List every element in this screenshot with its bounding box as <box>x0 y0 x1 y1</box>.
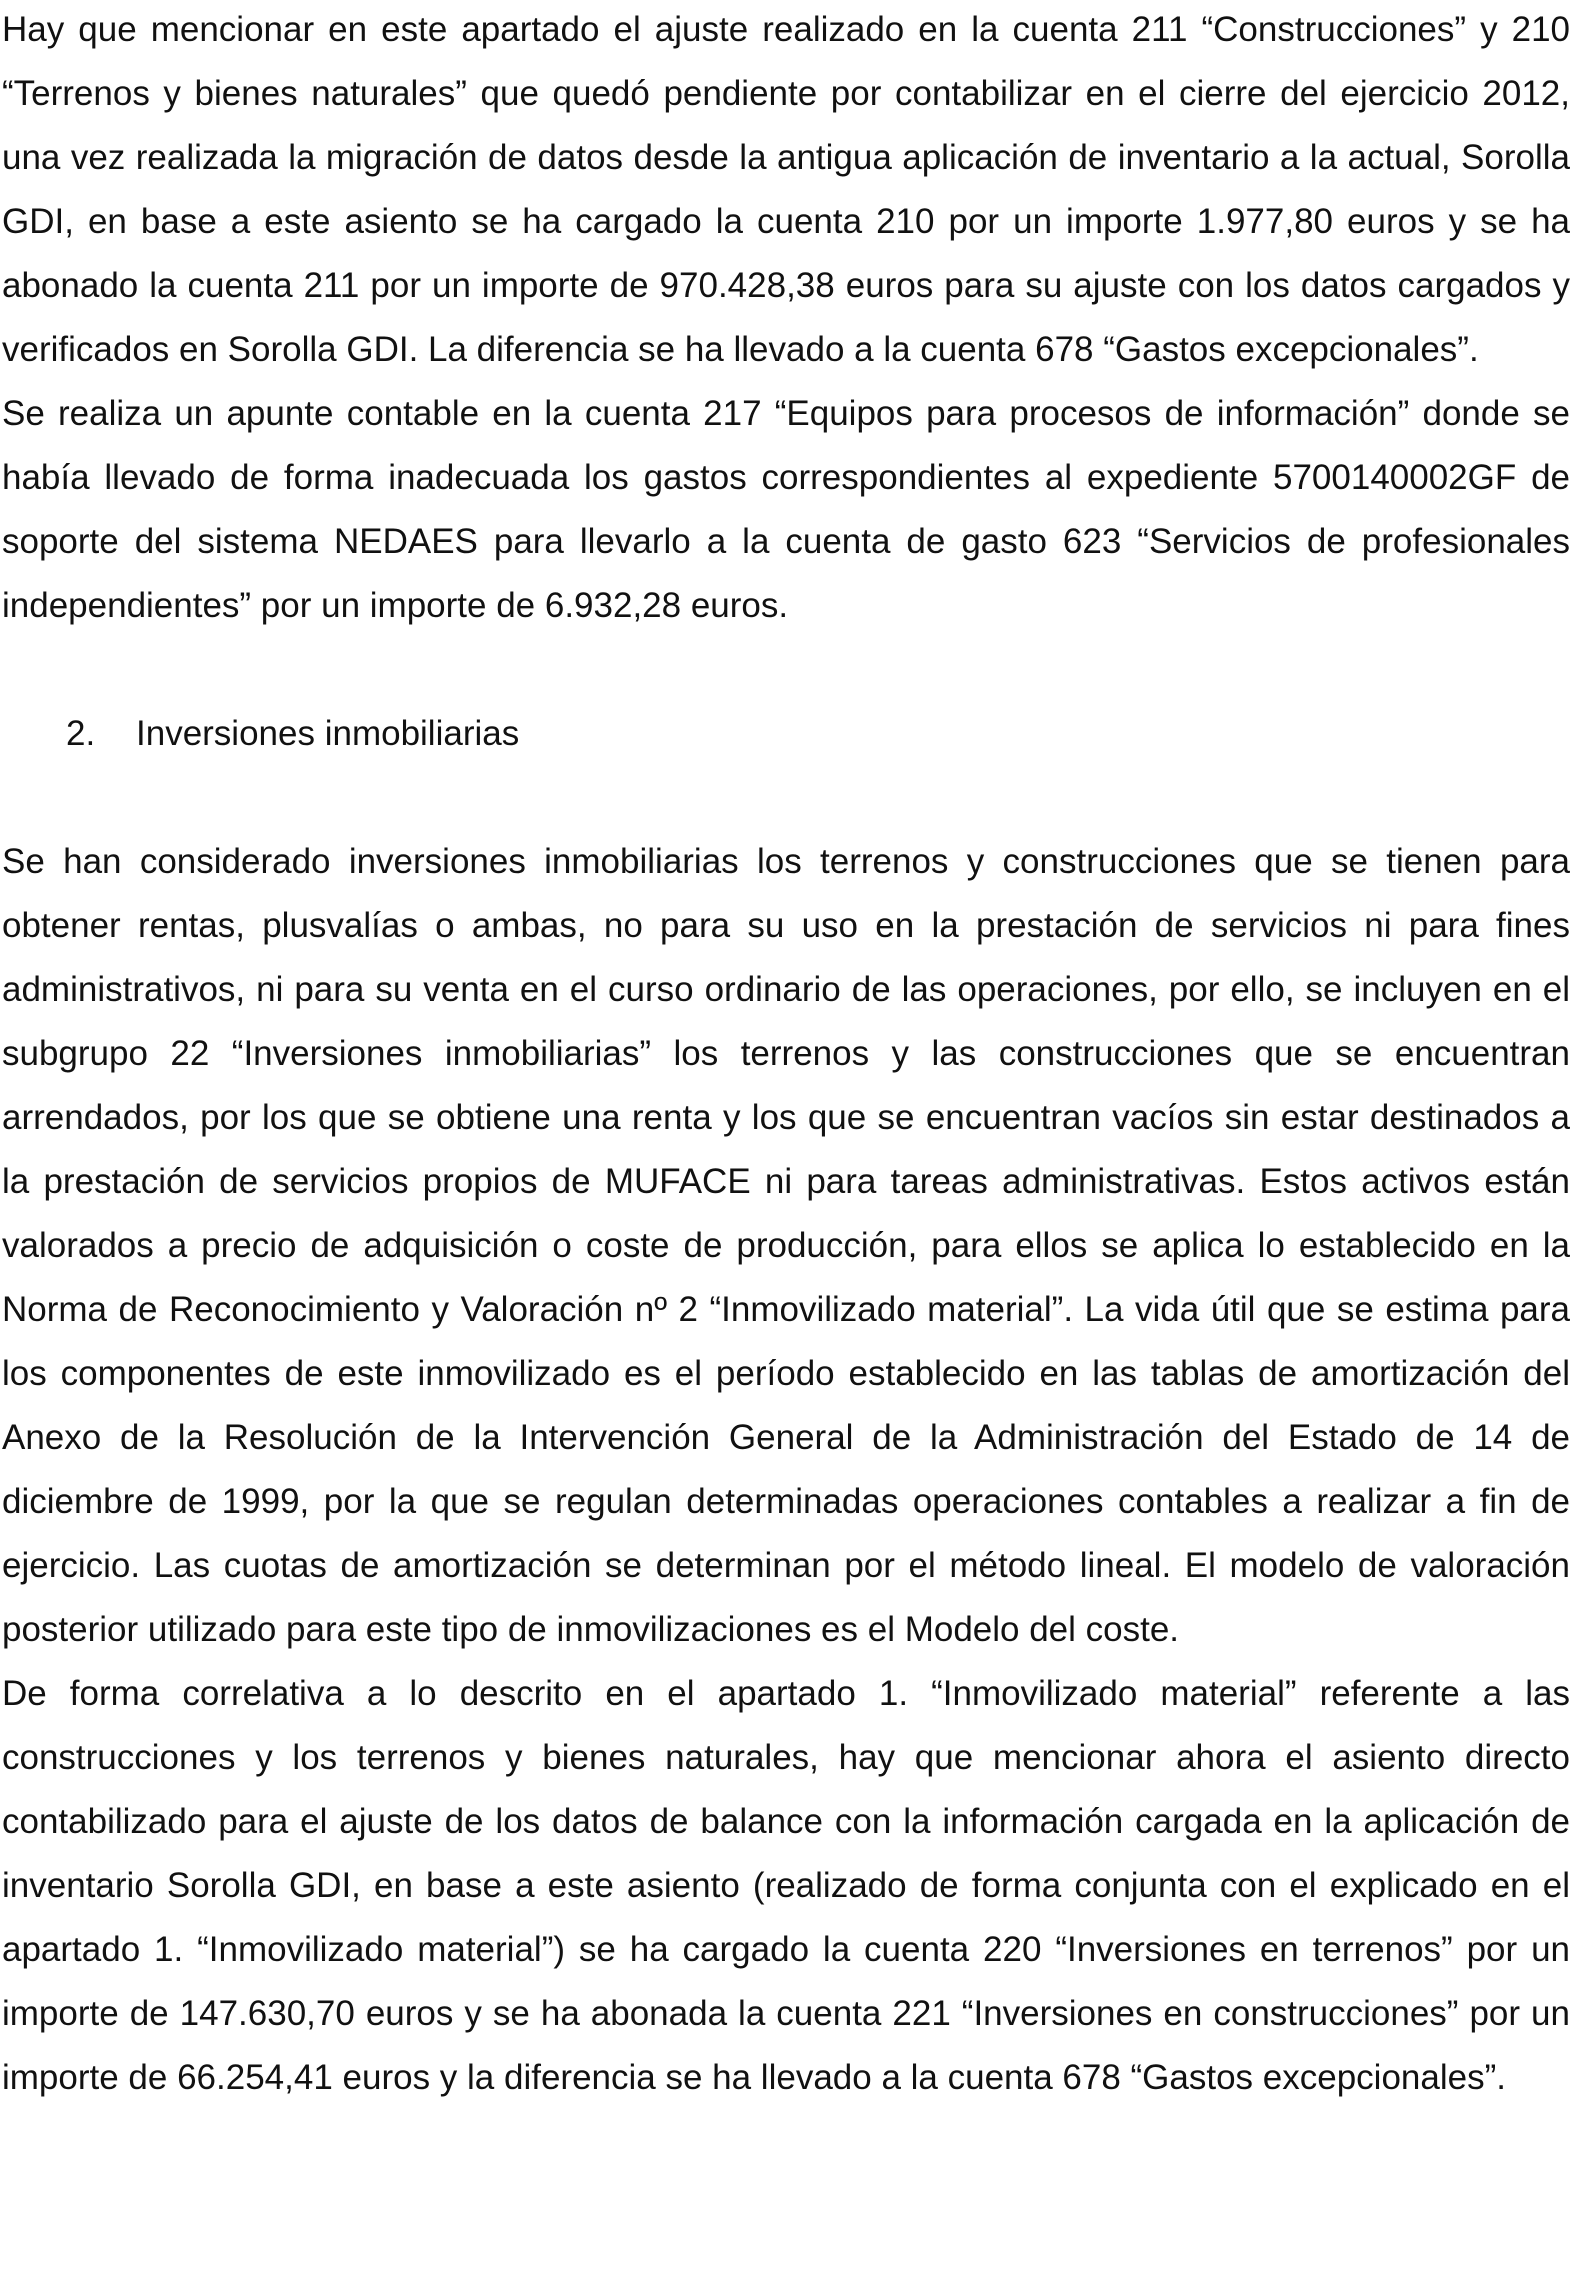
section-heading <box>2 702 1570 766</box>
paragraph-cuentas-220-221: De forma correlativa a lo descrito en el apartado 1. “Inmovilizado material” referente a las construcciones y los terrenos y bienes naturales, hay que mencionar ahora el asiento directo contabilizado para el ajuste de los datos de balance con la información cargada en la aplicación de inventario Sorolla GDI, en base a este asiento (realizado de forma conjunta con el explicado en el apartado 1. “Inmovilizado material”) se ha cargado la cuenta 220 “Inversiones en terrenos” por un importe de 147.630,70 euros y se ha abonada la cuenta 221 “Inversiones en construcciones” por un importe de 66.254,41 euros y la diferencia se ha llevado a la cuenta 678 “Gastos excepcionales”. <box>2 1674 1570 2097</box>
paragraph-cuentas-211-210: Hay que mencionar en este apartado el ajuste realizado en la cuenta 211 “Construcciones” y 210 “Terrenos y bienes naturales” que quedó pendiente por contabilizar en el cierre del ejercicio 2012, una vez realizada la migración de datos desde la antigua aplicación de inventario a la actual, Sorolla GDI, en base a este asiento se ha cargado la cuenta 210 por un importe 1.977,80 euros y se ha abonado la cuenta 211 por un importe de 970.428,38 euros para su ajuste con los datos cargados y verificados en Sorolla GDI. La diferencia se ha llevado a la cuenta 678 “Gastos excepcionales”. <box>2 10 1570 369</box>
spacer <box>2 638 1570 702</box>
section-title: Inversiones inmobiliarias <box>136 714 520 753</box>
spacer <box>2 766 1570 830</box>
section-number: 2. <box>66 714 96 753</box>
document-body <box>2 0 1570 2110</box>
paragraph-cuenta-217: Se realiza un apunte contable en la cuenta 217 “Equipos para procesos de información” donde se había llevado de forma inadecuada los gastos correspondientes al expediente 5700140002GF de soporte del sistema NEDAES para llevarlo a la cuenta de gasto 623 “Servicios de profesionales independientes” por un importe de 6.932,28 euros. <box>2 394 1570 625</box>
paragraph-inversiones-inmobiliarias: Se han considerado inversiones inmobiliarias los terrenos y construcciones que se tienen para obtener rentas, plusvalías o ambas, no para su uso en la prestación de servicios ni para fines administrativos, ni para su venta en el curso ordinario de las operaciones, por ello, se incluyen en el subgrupo 22 “Inversiones inmobiliarias” los terrenos y las construcciones que se encuentran arrendados, por los que se obtiene una renta y los que se encuentran vacíos sin estar destinados a la prestación de servicios propios de MUFACE ni para tareas administrativas. Estos activos están valorados a precio de adquisición o coste de producción, para ellos se aplica lo establecido en la Norma de Reconocimiento y Valoración nº 2 “Inmovilizado material”. La vida útil que se estima para los componentes de este inmovilizado es el período establecido en las tablas de amortización del Anexo de la Resolución de la Intervención General de la Administración del Estado de 14 de diciembre de 1999, por la que se regulan determinadas operaciones contables a realizar a fin de ejercicio. Las cuotas de amortización se determinan por el método lineal. El modelo de valoración posterior utilizado para este tipo de inmovilizaciones es el Modelo del coste. <box>2 842 1570 1649</box>
